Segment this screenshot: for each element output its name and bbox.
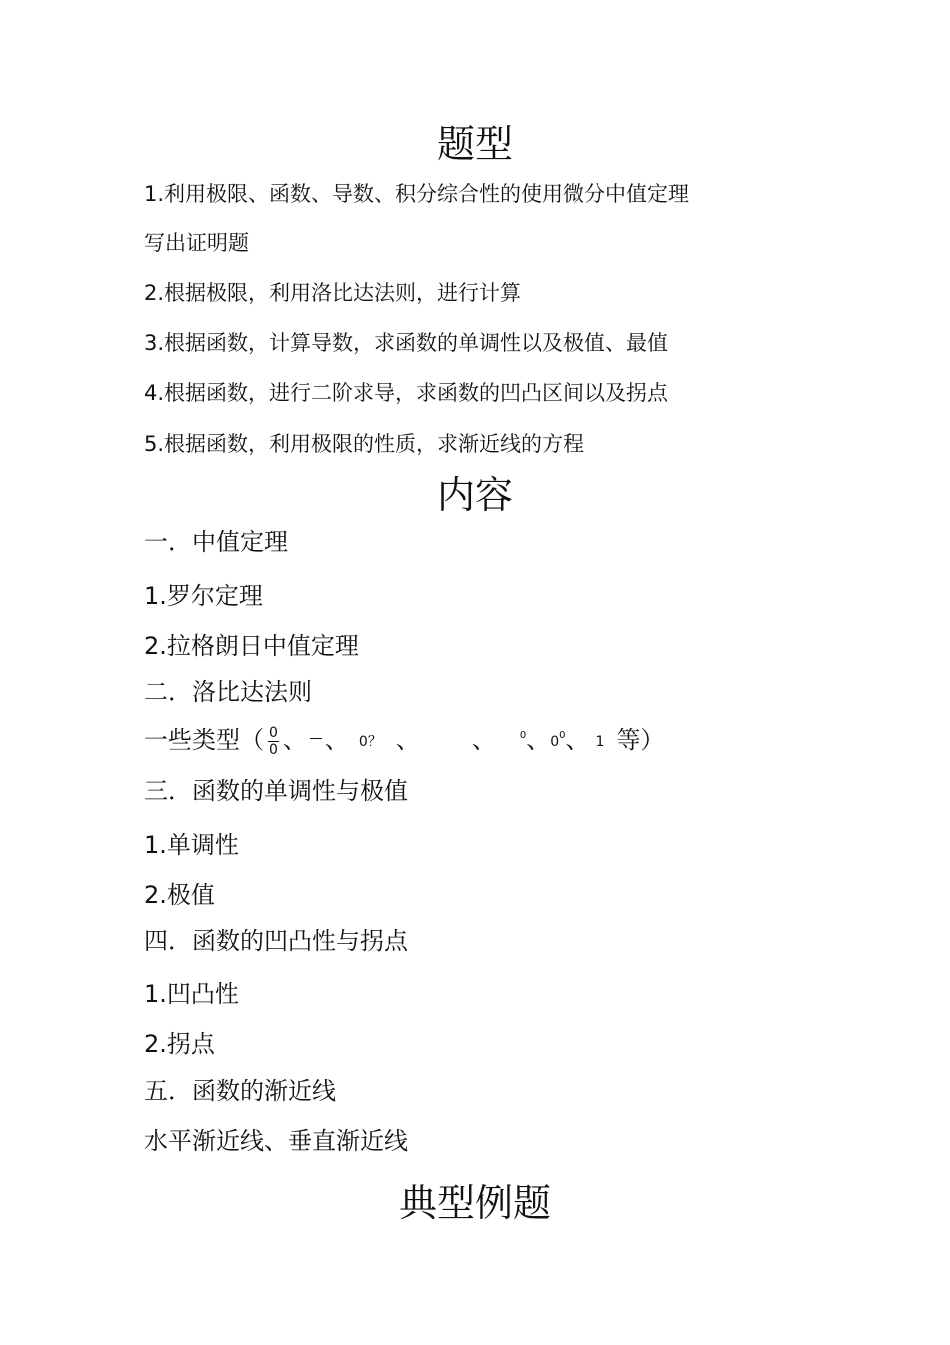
separator: 、: [471, 726, 496, 754]
fraction-numerator: 0: [269, 724, 278, 741]
item-concavity: 1.凹凸性: [144, 980, 239, 1008]
section-lhopital-rule: 二．洛比达法则: [144, 678, 312, 706]
types-item-3: 3.根据函数，计算导数，求函数的单调性以及极值、最值: [144, 331, 669, 355]
separator: 、: [526, 726, 551, 754]
section-concavity-inflection: 四．函数的凹凸性与拐点: [144, 927, 408, 955]
item-inflection-point: 2.拐点: [144, 1030, 215, 1058]
heading-types: 题型: [436, 122, 513, 166]
separator: 、: [395, 726, 408, 754]
item-monotonicity: 1.单调性: [144, 831, 239, 859]
fraction-denominator: 0: [269, 741, 278, 758]
item-lagrange-theorem: 2.拉格朗日中值定理: [144, 632, 359, 660]
forms-prefix: 一些类型（: [144, 726, 264, 754]
item-extrema: 2.极值: [144, 881, 215, 909]
types-item-1: 1.利用极限、函数、导数、积分综合性的使用微分中值定理: [144, 182, 690, 206]
infinity-fraction-bar: [310, 738, 322, 739]
heading-content: 内容: [436, 473, 513, 517]
types-item-2: 2.根据极限，利用洛比达法则，进行计算: [144, 281, 522, 305]
types-item-4: 4.根据函数，进行二阶求导，求函数的凹凸区间以及拐点: [144, 381, 669, 405]
zero-base: 0: [550, 734, 560, 750]
item-rolle-theorem: 1.罗尔定理: [144, 582, 263, 610]
types-item-5: 5.根据函数，利用极限的性质，求渐近线的方程: [144, 432, 585, 456]
zero-times-form: 0？: [358, 734, 382, 750]
section-asymptotes: 五．函数的渐近线: [144, 1077, 336, 1105]
forms-suffix: 等）: [616, 726, 665, 754]
separator: 、: [324, 726, 349, 754]
power-zero-superscript: 0: [519, 730, 527, 741]
zero-over-zero-fraction: [268, 725, 279, 758]
indeterminate-forms-line: [144, 720, 664, 758]
one-base: 1: [595, 734, 605, 750]
section-mean-value-theorem: 一．中值定理: [144, 528, 288, 556]
separator: 、: [282, 726, 307, 754]
zero-power-superscript: 0: [559, 730, 566, 741]
section-monotonicity-extrema: 三．函数的单调性与极值: [144, 777, 408, 805]
heading-examples: 典型例题: [398, 1181, 551, 1225]
item-asymptote-types: 水平渐近线、垂直渐近线: [144, 1127, 408, 1155]
separator: 、: [565, 726, 590, 754]
types-item-1-cont: 写出证明题: [144, 231, 249, 255]
